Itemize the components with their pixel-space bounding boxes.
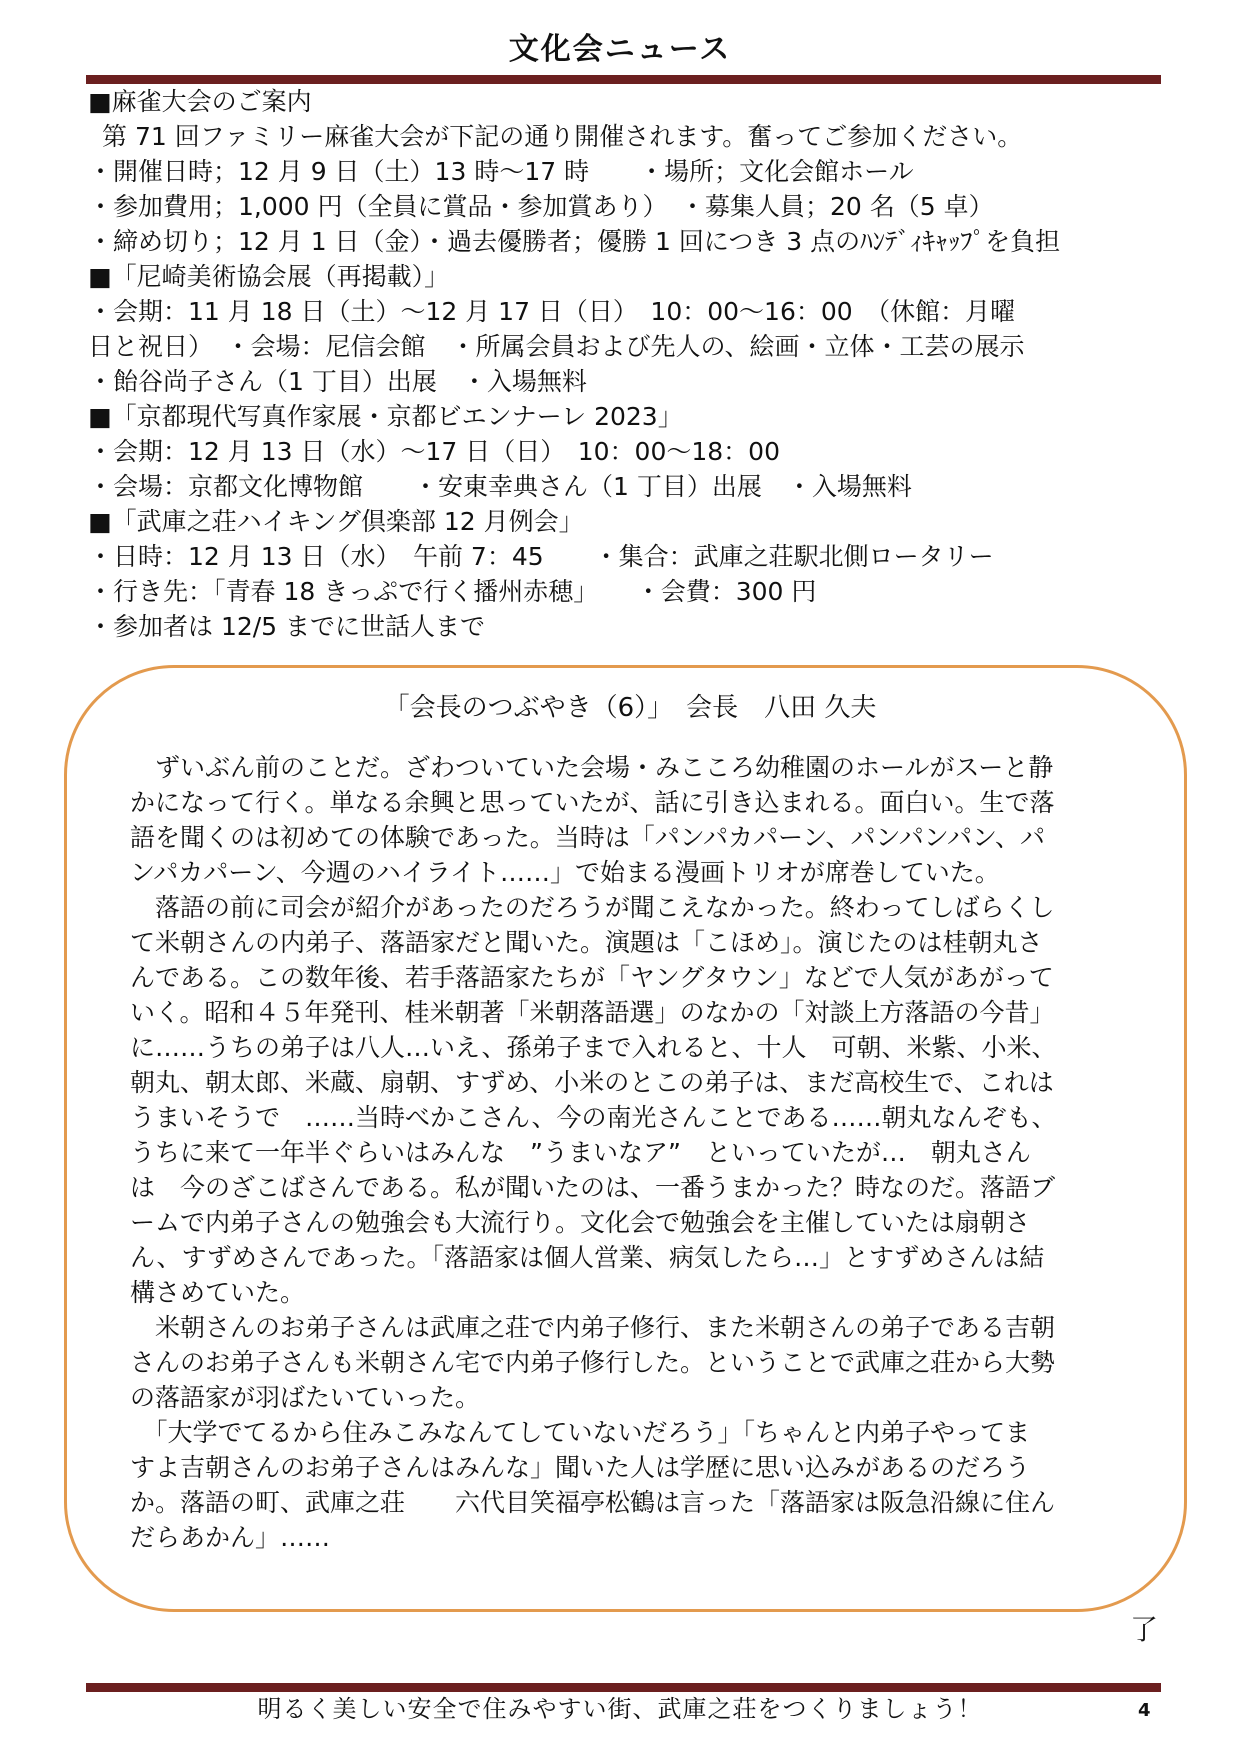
notice-heading-mahjong: ■麻雀大会のご案内 xyxy=(88,87,312,116)
notice-line: ・会期：12 月 13 日（水）～17 日（日） 10：00～18：00 xyxy=(88,437,780,466)
notice-line: ・開催日時；12 月 9 日（土）13 時～17 時 ・場所；文化会館ホール xyxy=(88,157,914,186)
notice-line: ・参加者は 12/5 までに世話人まで xyxy=(88,612,486,641)
notice-line: ・締め切り；12 月 1 日（金）・過去優勝者；優勝 1 回につき 3 点のﾊﾝﾃﾞｨｷｬｯﾌﾟを負担 xyxy=(88,227,1061,256)
end-mark: 了 xyxy=(1130,1613,1159,1646)
column-line: ずいぶん前のことだ。ざわついていた会場・みこころ幼稚園のホールがスーと静 xyxy=(130,753,1054,782)
column-line: んである。この数年後、若手落語家たちが「ヤングタウン」などで人気があがって xyxy=(130,963,1054,992)
page-number: 4 xyxy=(1138,1700,1151,1721)
notices-section xyxy=(88,84,1163,644)
column-line: ームで内弟子さんの勉強会も大流行り。文化会で勉強会を主催していたは扇朝さ xyxy=(130,1208,1031,1237)
notice-heading-art-exhibition: ■「尼崎美術協会展（再掲載）」 xyxy=(88,262,450,291)
notice-line: ・会場：京都文化博物館 ・安東幸典さん（1 丁目）出展 ・入場無料 xyxy=(88,472,912,501)
column-line: 語を聞くのは初めての体験であった。当時は「パンパカパーン、パンパンパン、パ xyxy=(130,823,1046,852)
notice-line: ・飴谷尚子さん（1 丁目）出展 ・入場無料 xyxy=(88,367,587,396)
column-line: て米朝さんの内弟子、落語家だと聞いた。演題は「こほめ」。演じたのは桂朝丸さ xyxy=(130,928,1043,957)
newsletter-title: 文化会ニュース xyxy=(508,32,732,67)
column-line: さんのお弟子さんも米朝さん宅で内弟子修行した。ということで武庫之荘から大勢 xyxy=(130,1348,1056,1377)
column-line: いく。昭和４５年発刊、桂米朝著「米朝落語選」のなかの「対談上方落語の今昔」 xyxy=(130,998,1055,1027)
column-line: 朝丸、朝太郎、米蔵、扇朝、すずめ、小米のとこの弟子は、まだ高校生で、これは xyxy=(130,1068,1054,1097)
column-line: すよ吉朝さんのお弟子さんはみんな」聞いた人は学歴に思い込みがあるのだろう xyxy=(130,1453,1031,1482)
column-line: 米朝さんのお弟子さんは武庫之荘で内弟子修行、また米朝さんの弟子である吉朝 xyxy=(130,1313,1056,1342)
column-line: 「大学でてるから住みこみなんてしていないだろう」「ちゃんと内弟子やってま xyxy=(130,1418,1031,1447)
column-line: だらあかん」…… xyxy=(130,1523,331,1552)
column-line: 落語の前に司会が紹介があったのだろうが聞こえなかった。終わってしばらくし xyxy=(130,893,1055,922)
column-line: に……うちの弟子は八人…いえ、孫弟子まで入れると、十人 可朝、米紫、小米、 xyxy=(130,1033,1057,1062)
column-line: 構さめていた。 xyxy=(130,1278,306,1307)
column-line: か。落語の町、武庫之荘 六代目笑福亭松鶴は言った「落語家は阪急沿線に住ん xyxy=(130,1488,1056,1517)
header-rule xyxy=(86,75,1161,84)
column-line: うちに来て一年半ぐらいはみんな ”うまいなア” といっていたが… 朝丸さん xyxy=(130,1138,1031,1167)
notice-line: ・参加費用；1,000 円（全員に賞品・参加賞あり） ・募集人員；20 名（5 卓） xyxy=(88,192,994,221)
notice-line: ・行き先：「青春 18 きっぷで行く播州赤穂」 ・会費：300 円 xyxy=(88,577,817,606)
column-line: うまいそうで ……当時べかこさん、今の南光さんことである……朝丸なんぞも、 xyxy=(130,1103,1057,1132)
column-line: は 今のざこばさんである。私が聞いたのは、一番うまかった？時なのだ。落語ブ xyxy=(130,1173,1056,1202)
notice-line: ・日時：12 月 13 日（水） 午前 7：45 ・集合：武庫之荘駅北側ロータリー xyxy=(88,542,994,571)
footer-rule xyxy=(86,1683,1161,1692)
column-line: ん、すずめさんであった。「落語家は個人営業、病気したら…」とすずめさんは結 xyxy=(130,1243,1045,1272)
footer-slogan: 明るく美しい安全で住みやすい街、武庫之荘をつくりましょう！ xyxy=(257,1695,983,1723)
column-line: の落語家が羽ばたいていった。 xyxy=(130,1383,481,1412)
column-line: ンパカパーン、今週のハイライト……」で始まる漫画トリオが席巻していた。 xyxy=(130,858,1000,887)
notice-line: 日と祝日） ・会場：尼信会館 ・所属会員および先人の、絵画・立体・工芸の展示 xyxy=(88,332,1025,361)
column-body xyxy=(130,750,1130,1555)
notice-heading-photo-exhibition: ■「京都現代写真作家展・京都ビエンナーレ 2023」 xyxy=(88,402,683,431)
column-line: かになって行く。単なる余興と思っていたが、話に引き込まれる。面白い。生で落 xyxy=(130,788,1055,817)
notice-line: ・会期：11 月 18 日（土）～12 月 17 日（日） 10：00～16：00 （休館：月曜 xyxy=(88,297,1016,326)
notice-line: 第 71 回ファミリー麻雀大会が下記の通り開催されます。奮ってご参加ください。 xyxy=(102,122,1023,151)
notice-heading-hiking-club: ■「武庫之荘ハイキング倶楽部 12 月例会」 xyxy=(88,507,584,536)
column-title: 「会長のつぶやき（6）」 会長 八田 久夫 xyxy=(383,693,877,723)
